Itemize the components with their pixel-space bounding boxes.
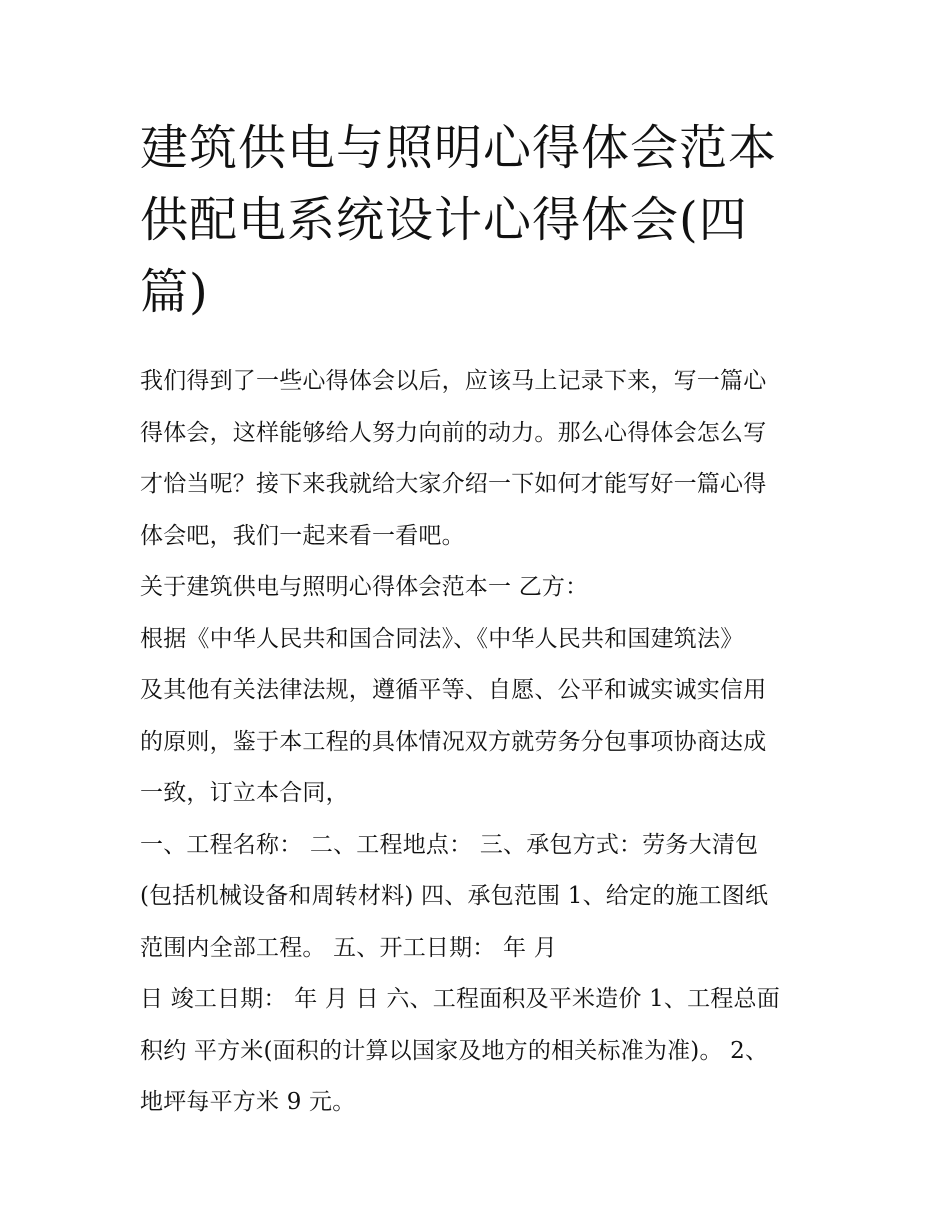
- body-line: 才恰当呢？接下来我就给大家介绍一下如何才能写好一篇心得: [140, 471, 767, 497]
- body-line: 范围内全部工程。 五、开工日期： 年 月: [140, 934, 557, 961]
- body-line: 及其他有关法律法规，遵循平等、自愿、公平和诚实诚实信用: [140, 677, 767, 703]
- body-line: 根据《中华人民共和国合同法》、《中华人民共和国建筑法》: [140, 625, 744, 652]
- body-line: (包括机械设备和周转材料) 四、承包范围 1、给定的施工图纸: [140, 883, 769, 909]
- body-line: 积约 平方米(面积的计算以国家及地方的相关标准为准)。 2、: [140, 1037, 769, 1064]
- document-title: [140, 112, 820, 328]
- title-line: 供配电系统设计心得体会(四: [140, 192, 748, 248]
- body-line: 体会吧，我们一起来看一看吧。: [140, 522, 465, 549]
- document-body: [140, 356, 830, 1129]
- body-line: 地坪每平方米 9 元。: [140, 1089, 356, 1115]
- body-line: 的原则，鉴于本工程的具体情况双方就劳务分包事项协商达成: [140, 728, 767, 755]
- title-line: 篇): [140, 264, 209, 320]
- body-line: 得体会，这样能够给人努力向前的动力。那么心得体会怎么写: [140, 419, 767, 446]
- title-line: 建筑供电与照明心得体会范本: [140, 120, 778, 176]
- body-line: 一致，订立本合同，: [140, 780, 349, 806]
- section-heading-line: 关于建筑供电与照明心得体会范本一 乙方：: [140, 574, 589, 600]
- body-line: 我们得到了一些心得体会以后，应该马上记录下来，写一篇心: [140, 368, 767, 394]
- body-line: 日 竣工日期： 年 月 日 六、工程面积及平米造价 1、工程总面: [140, 986, 780, 1012]
- body-line: 一、工程名称： 二、工程地点： 三、承包方式：劳务大清包: [140, 831, 759, 858]
